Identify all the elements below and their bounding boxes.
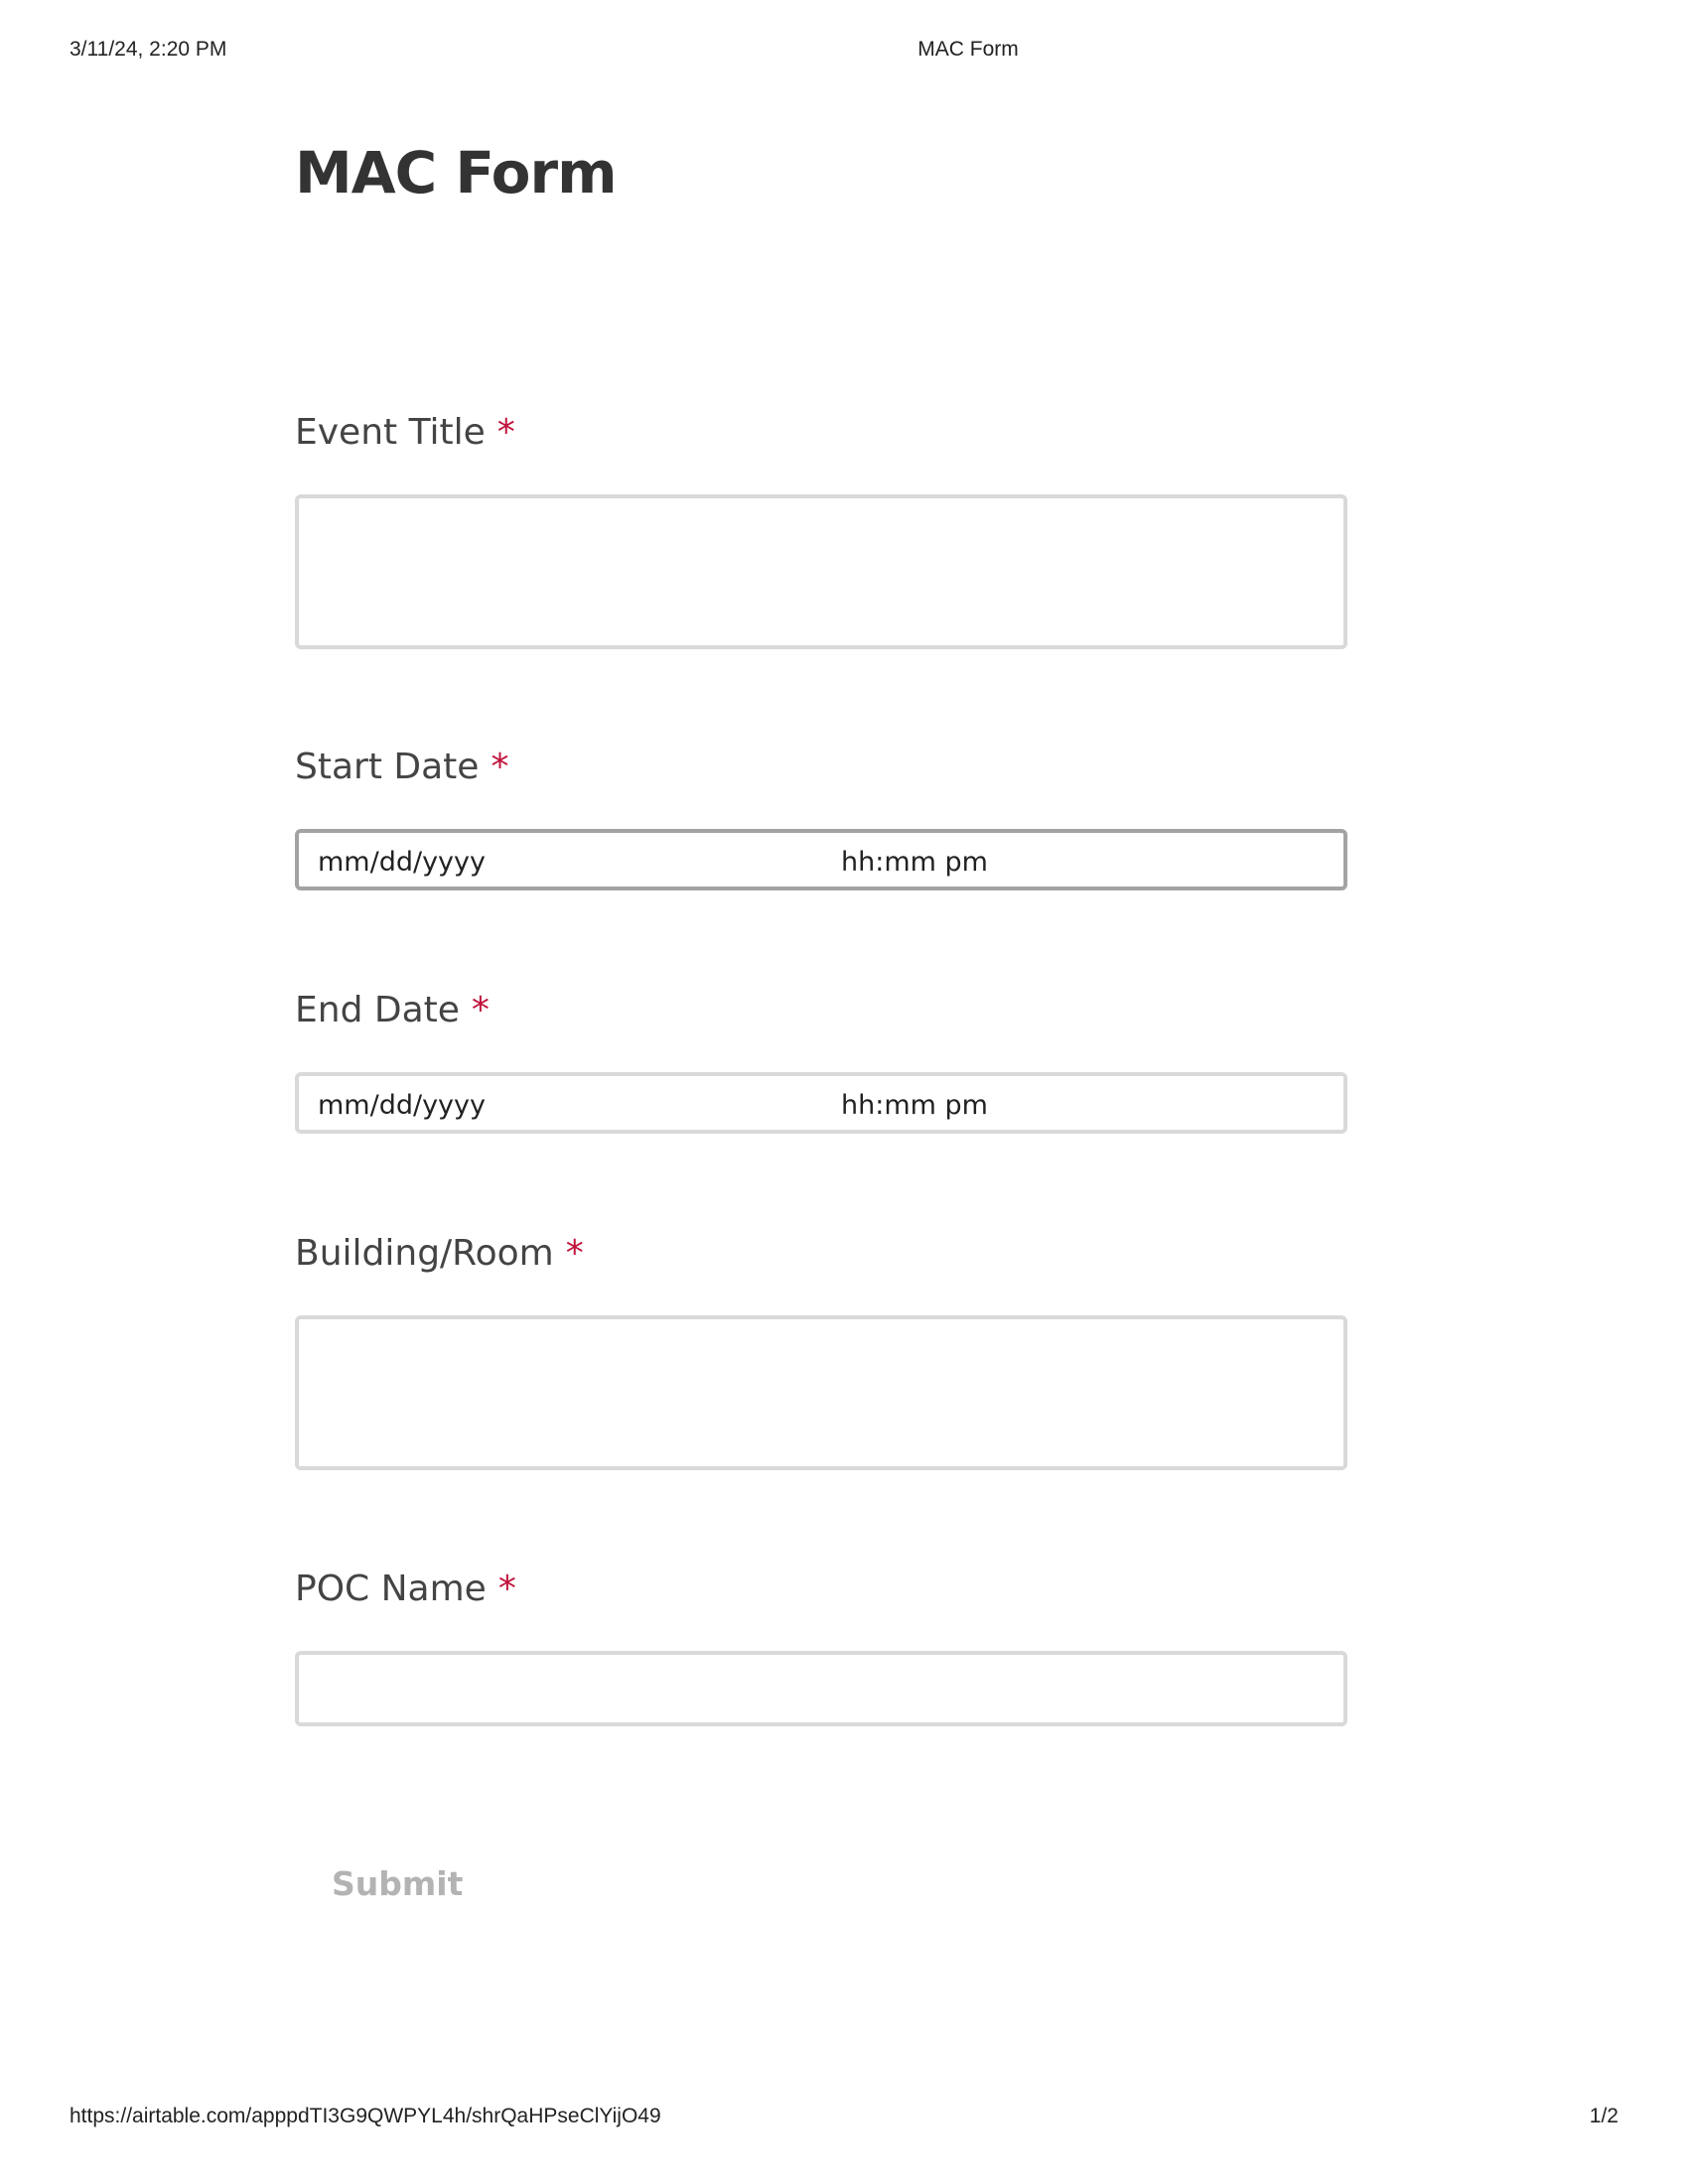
field-label-text: Building/Room (295, 1233, 554, 1274)
field-label-text: Event Title (295, 412, 486, 453)
end-date-time-field[interactable]: hh:mm pm (841, 1090, 988, 1121)
poc-name-label (295, 1569, 516, 1609)
print-footer-page-number: 1/2 (1589, 2105, 1618, 2127)
start-date-input[interactable] (295, 829, 1347, 890)
event-title-label (295, 412, 515, 453)
field-label-text: End Date (295, 990, 460, 1030)
end-date-label (295, 990, 490, 1030)
field-label-text: POC Name (295, 1569, 487, 1609)
building-room-label (295, 1233, 584, 1274)
print-footer-url: https://airtable.com/apppdTI3G9QWPYL4h/shrQaHPseClYijO49 (70, 2105, 661, 2127)
field-label-text: Start Date (295, 747, 480, 787)
required-asterisk: * (471, 990, 490, 1030)
end-date-date-field[interactable]: mm/dd/yyyy (318, 1090, 486, 1121)
submit-button[interactable]: Submit (332, 1864, 464, 1903)
start-date-time-field[interactable]: hh:mm pm (841, 847, 988, 878)
form-title: MAC Form (295, 139, 617, 206)
event-title-input[interactable] (295, 494, 1347, 649)
required-asterisk: * (491, 747, 509, 787)
start-date-label (295, 747, 508, 787)
start-date-date-field[interactable]: mm/dd/yyyy (318, 847, 486, 878)
required-asterisk: * (565, 1233, 584, 1274)
print-header-timestamp: 3/11/24, 2:20 PM (70, 38, 227, 61)
print-header-title: MAC Form (917, 38, 1019, 61)
poc-name-input[interactable] (295, 1651, 1347, 1726)
required-asterisk: * (496, 412, 515, 453)
required-asterisk: * (497, 1569, 516, 1609)
end-date-input[interactable] (295, 1072, 1347, 1134)
building-room-input[interactable] (295, 1315, 1347, 1470)
